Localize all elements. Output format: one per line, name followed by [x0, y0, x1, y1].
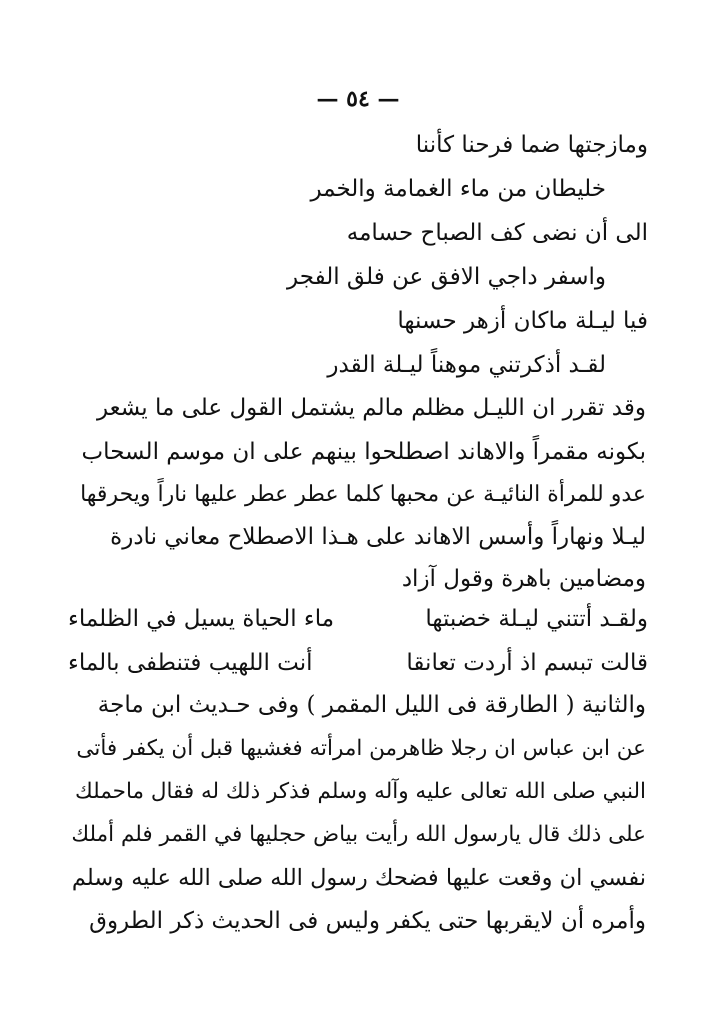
poem-line: لقـد أذكرتني موهناً ليـلة القدر: [327, 352, 606, 378]
prose-line: على ذلك قال يارسول الله رأيت بياض حجليها في القمر فلم أملك: [71, 822, 646, 847]
prose-line: عن ابن عباس ان رجلا ظاهرمن امرأته فغشيها قبل أن يكفر فأتى: [76, 736, 646, 761]
prose-line: وقد تقرر ان الليـل مظلم مالم يشتمل القول على ما يشعر: [96, 395, 646, 421]
prose-line: النبي صلى الله تعالى عليه وآله وسلم فذكر ذلك له فقال ماحملك: [75, 779, 646, 804]
prose-line: نفسي ان وقعت عليها فضحك رسول الله صلى الله عليه وسلم: [71, 865, 646, 891]
prose-line: ومضامين باهرة وقول آزاد: [401, 566, 646, 592]
prose-line: بكونه مقمراً والاهاند اصطلحوا بينهم على ان موسم السحاب: [81, 439, 646, 465]
prose-line: عدو للمرأة النائيـة عن محبها كلما عطر عطر عليها ناراً ويحرقها: [80, 482, 646, 507]
poem-hemistich-left: أنت اللهيب فتنطفى بالماء: [68, 650, 313, 676]
poem-hemistich-right: قالت تبسم اذ أردت تعانقا: [406, 650, 648, 676]
poem-line: ومازجتها ضما فرحنا كأننا: [415, 132, 648, 158]
poem-line: خليطان من ماء الغمامة والخمر: [310, 176, 606, 202]
prose-line: وأمره أن لايقربها حتى يكفر وليس فى الحديث ذكر الطروق: [89, 908, 646, 934]
poem-hemistich-right: ولقـد أتتني ليـلة خضبتها: [425, 606, 648, 632]
prose-line: والثانية ( الطارقة فى الليل المقمر ) وفى حـديث ابن ماجة: [97, 692, 646, 718]
poem-line: فيا ليـلة ماكان أزهر حسنها: [397, 308, 648, 334]
poem-line: واسفر داجي الافق عن فلق الفجر: [287, 264, 606, 290]
poem-line: الى أن نضى كف الصباح حسامه: [346, 220, 648, 246]
prose-line: ليـلا ونهاراً وأسس الاهاند على هـذا الاصطلاح معاني نادرة: [110, 524, 646, 550]
poem-hemistich-left: ماء الحياة يسيل في الظلماء: [68, 606, 335, 632]
page-number: — ٥٤ —: [316, 86, 400, 112]
